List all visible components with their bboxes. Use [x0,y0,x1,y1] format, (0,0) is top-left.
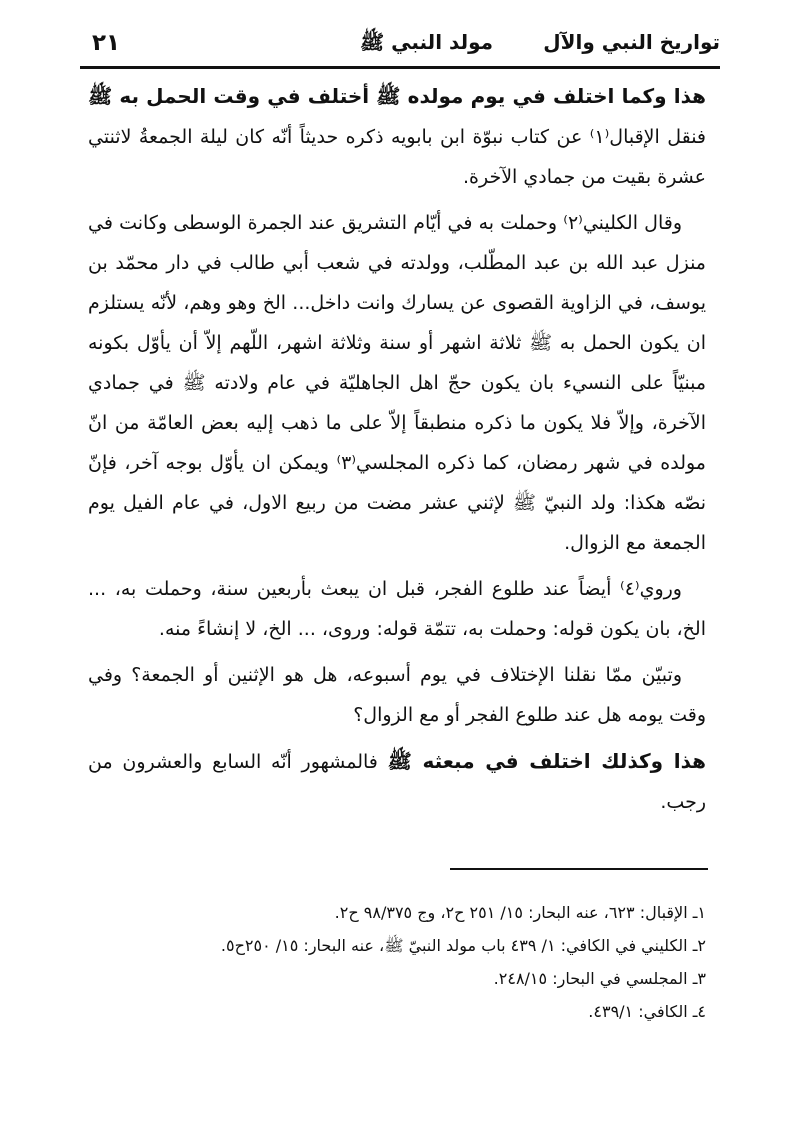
header-rule [80,66,720,69]
footnote-1: ١ـ الإقبال: ٦٢٣، عنه البحار: ١٥/ ٢٥١ ح٢، وج ٩٨/٣٧٥ ح٢. [334,903,706,922]
paragraph-1-heading: هذا وكما اختلف في يوم مولده ﷺ أختلف في وقت الحمل به ﷺ [88,84,706,108]
main-text [88,76,706,828]
paragraph-2: وقال الكليني⁽٢⁾ وحملت به في أيّام التشريق عند الجمرة الوسطى وكانت في منزل عبد الله بن عبد المطّلب، وولدته في شعب أبي طالب في دار محمّد بن يوسف، في الزاوية القصوى عن يسارك وانت داخل... الخ وهو وهم، لأنّه يستلزم ان يكون الحمل به ﷺ ثلاثة اشهر أو سنة وثلاثة اشهر، اللّهم إلاّ أن يأوّل بكونه مبنيّاً على النسيء بان يكون حجّ اهل الجاهليّة في عام ولادته ﷺ في جمادي الآخرة، وإلاّ فلا يكون ما ذكره منطبقاً إلاّ على ما ذهب إليه بعض العامّة من انّ مولده في شهر رمضان، كما ذكره المجلسي⁽٣⁾ ويمكن ان يأوّل بوجه آخر، فإنّ نصّه هكذا: ولد النبيّ ﷺ لإثني عشر مضت من ربيع الاول، في عام الفيل يوم الجمعة مع الزوال. [88,212,706,554]
paragraph-4: وتبيّن ممّا نقلنا الإختلاف في يوم أسبوعه، هل هو الإثنين أو الجمعة؟ وفي وقت يومه هل عند طلوع الفجر أو مع الزوال؟ [88,664,706,726]
footnote-2: ٢ـ الكليني في الكافي: ١/ ٤٣٩ باب مولد النبيّ ﷺ، عنه البحار: ١٥/ ٢٥٠ح٥. [220,936,706,955]
footnote-rule [450,868,708,870]
footnote-3: ٣ـ المجلسي في البحار: ٢٤٨/١٥. [493,969,706,988]
paragraph-1-text: فنقل الإقبال⁽١⁾ عن كتاب نبوّة ابن بابويه ذكره حديثاً أنّه كان ليلة الجمعةُ لاثنتي عشرة بقيت من جمادي الآخرة. [88,126,707,188]
page-number: ٢١ [92,30,121,56]
chapter-title: مولد النبي ﷺ [360,30,493,54]
paragraph-5 [88,741,706,822]
paragraph-5-heading: هذا وكذلك اختلف في مبعثه ﷺ [387,749,706,773]
paragraph-5-text: فالمشهور أنّه السابع والعشرون من رجب. [88,751,706,813]
footnotes [90,896,706,1028]
paragraph-1 [88,76,706,197]
running-header [80,28,720,64]
paragraph-3: وروي⁽٤⁾ أيضاً عند طلوع الفجر، قبل ان يبعث بأربعين سنة، وحملت به، ... الخ، بان يكون قوله: وحملت به، تتمّة قوله: وروى، ... الخ، لا إنشاءً منه. [88,578,706,640]
footnote-4: ٤ـ الكافي: ٤٣٩/١. [588,1002,706,1021]
book-title: تواريخ النبي والآل [543,30,720,54]
